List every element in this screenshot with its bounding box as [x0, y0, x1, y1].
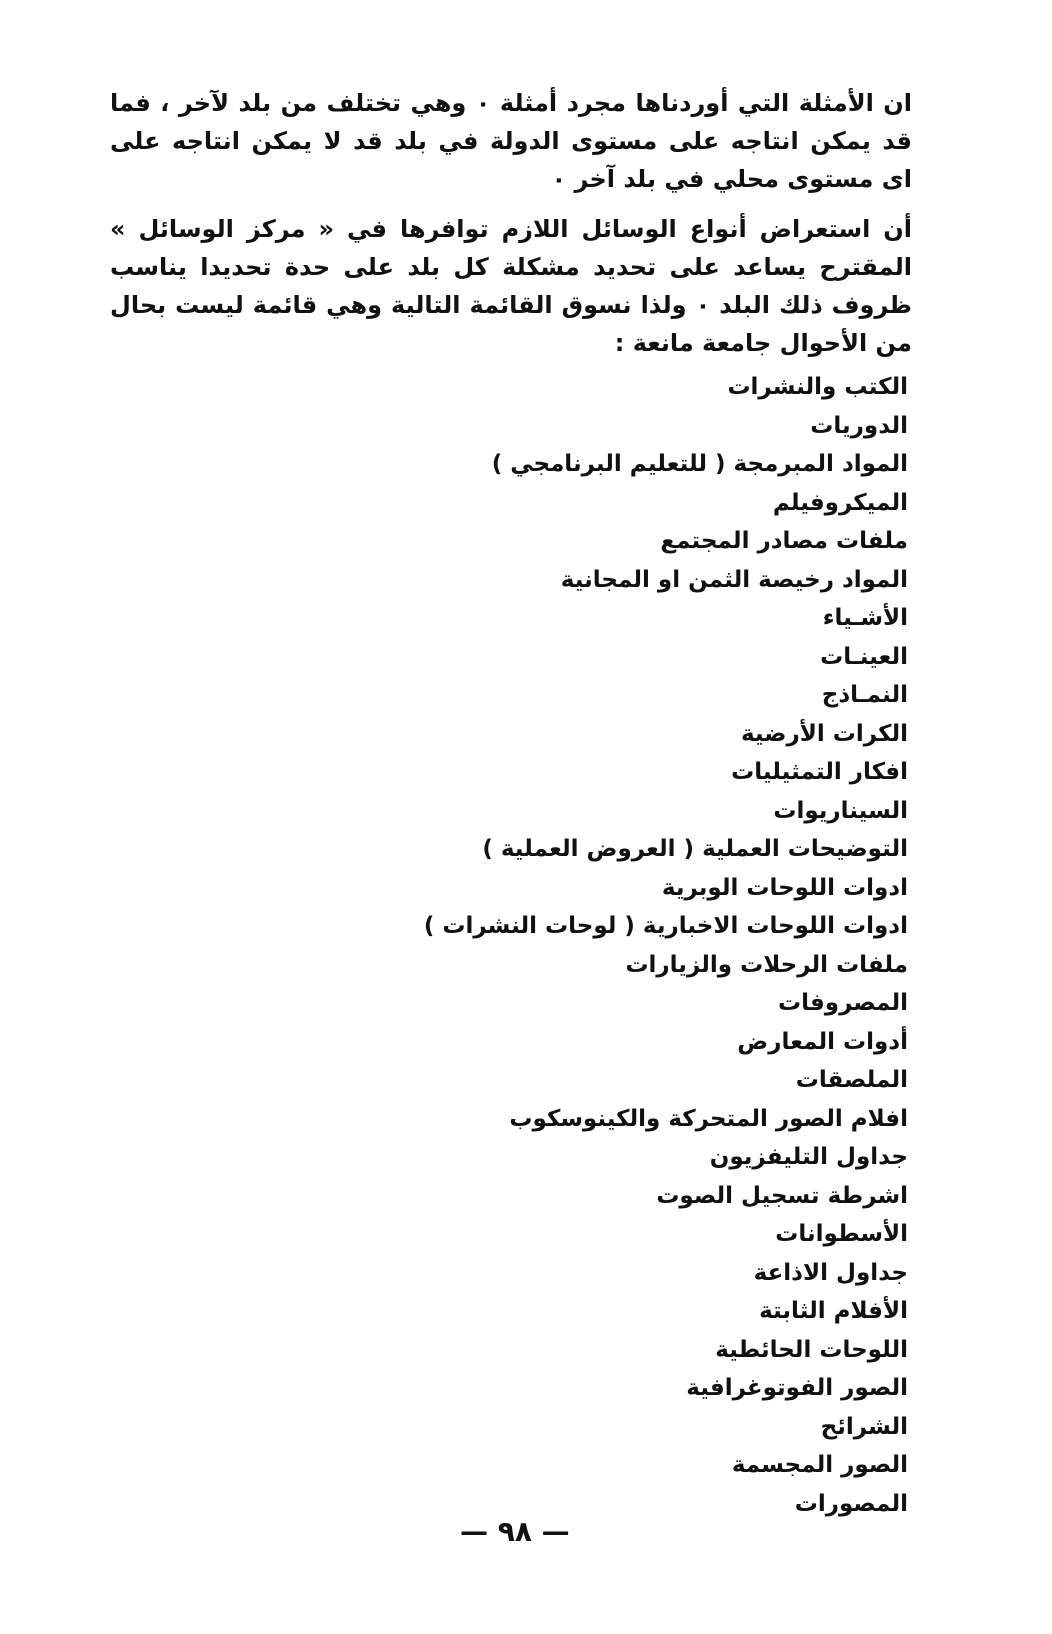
list-item: ملفات مصادر المجتمع: [660, 528, 908, 554]
list-item: جداول التليفزيون: [709, 1144, 908, 1170]
list-item: الشرائح: [820, 1413, 908, 1440]
list-item: النمـاذج: [821, 682, 908, 708]
list-item: افكار التمثيليات: [731, 759, 908, 785]
list-item: الدوريات: [810, 412, 908, 439]
list-item: الكتب والنشرات: [727, 374, 908, 400]
page-number: — ٩٨ —: [460, 1515, 570, 1548]
list-item: افلام الصور المتحركة والكينوسكوب: [509, 1105, 908, 1132]
list-item: ادوات اللوحات الاخبارية ( لوحات النشرات ): [423, 913, 908, 939]
list-item: الملصقات: [795, 1067, 908, 1093]
list-item: المصروفات: [777, 990, 908, 1016]
list-item: الصور الفوتوغرافية: [686, 1375, 908, 1401]
list-item: ملفات الرحلات والزيارات: [625, 951, 908, 978]
paragraph-1: ان الأمثلة التي أوردناها مجرد أمثلة ٠ وهي تختلف من بلد لآخر ، فما قد يمكن انتاجه على مستوى الدولة في بلد قد لا يمكن انتاجه على اى مستوى محلي في بلد آخر ٠: [110, 89, 912, 193]
list-item: الأشـياء: [822, 605, 908, 631]
list-item: السيناريوات: [773, 797, 908, 824]
list-item: اللوحات الحائطية: [715, 1336, 908, 1363]
list-item: التوضيحات العملية ( العروض العملية ): [482, 836, 908, 862]
list-item: أدوات المعارض: [737, 1028, 908, 1055]
list-item: الأفلام الثابتة: [759, 1298, 908, 1324]
list-item: الميكروفيلم: [772, 489, 908, 516]
list-item: الصور المجسمة: [731, 1452, 908, 1478]
list-item: المواد المبرمجة ( للتعليم البرنامجي ): [491, 451, 908, 477]
media-types-list: [110, 368, 912, 1523]
list-item: المواد رخيصة الثمن او المجانية: [560, 566, 908, 593]
list-item: جداول الاذاعة: [753, 1259, 908, 1286]
list-item: ادوات اللوحات الوبرية: [661, 874, 908, 901]
list-item: اشرطة تسجيل الصوت: [656, 1182, 908, 1209]
paragraph-2: أن استعراض أنواع الوسائل اللازم توافرها في « مركز الوسائل » المقترح يساعد على تحديد مشكلة كل بلد على حدة تحديدا يناسب ظروف ذلك البلد ٠ ولذا نسوق القائمة التالية وهي قائمة ليست بحال من الأحوال جامعة مانعة :: [110, 215, 912, 357]
list-item: الأسطوانات: [775, 1221, 908, 1247]
list-item: المصورات: [794, 1490, 908, 1517]
list-item: العينـات: [820, 643, 908, 670]
list-item: الكرات الأرضية: [740, 720, 908, 747]
